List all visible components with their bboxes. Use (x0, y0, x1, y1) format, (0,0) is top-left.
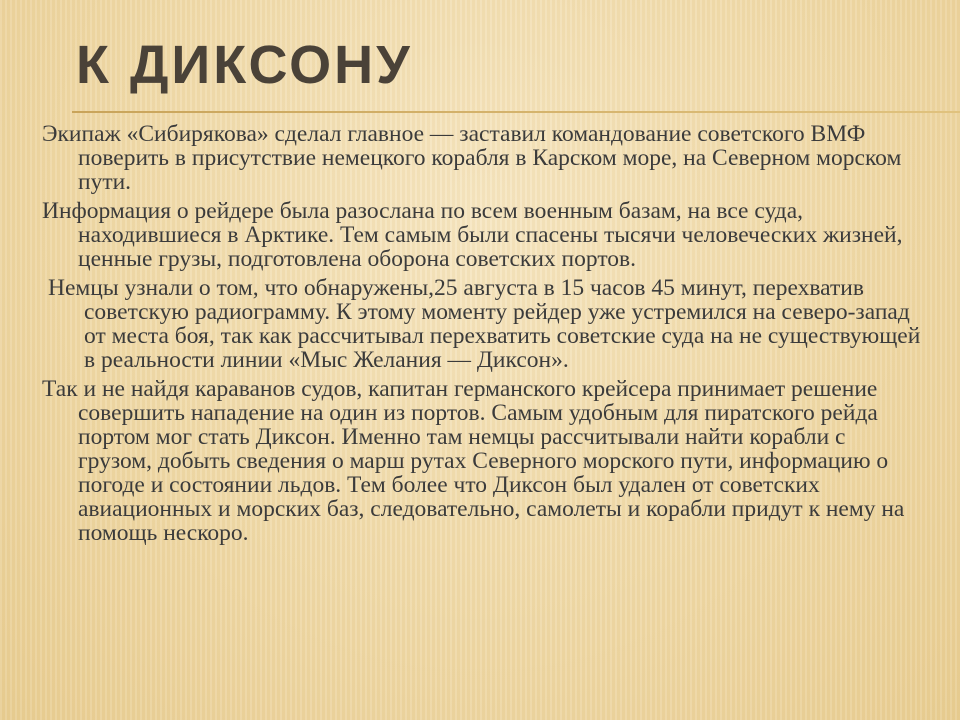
slide-title: К ДИКСОНУ (76, 35, 413, 95)
paragraph-2: Информация о рейдере была разослана по всем военным базам, на все суда, находившиеся в Арктике. Тем самым были спасены тысячи человеческих жизней, ценные грузы, подготовлена оборона советских портов. (42, 198, 903, 272)
paragraph-3: Немцы узнали о том, что обнаружены,25 августа в 15 часов 45 минут, перехватив советскую радиограмму. К этому моменту рейдер уже устремился на северо-запад от места боя, так как рассчитывал перехватить советские суда на не существующей в реальности линии «Мыс Желания — Диксон». (48, 275, 921, 373)
paragraph-1: Экипаж «Сибирякова» сделал главное — заставил командование советского ВМФ поверить в присутствие немецкого корабля в Карском море, на Северном морском пути. (42, 121, 902, 195)
paragraph-4: Так и не найдя караванов судов, капитан германского крейсера принимает решение совершить нападение на один из портов. Самым удобным для пиратского рейда портом мог стать Диксон. Именно там немцы рассчитывали найти корабли с грузом, добыть сведения о марш рутах Северного морского пути, информацию о погоде и состоянии льдов. Тем более что Диксон был удален от советских авиационных и морских баз, следовательно, самолеты и корабли придут к нему на помощь нескоро. (42, 376, 905, 546)
slide-body (42, 122, 922, 550)
title-divider (72, 111, 960, 113)
